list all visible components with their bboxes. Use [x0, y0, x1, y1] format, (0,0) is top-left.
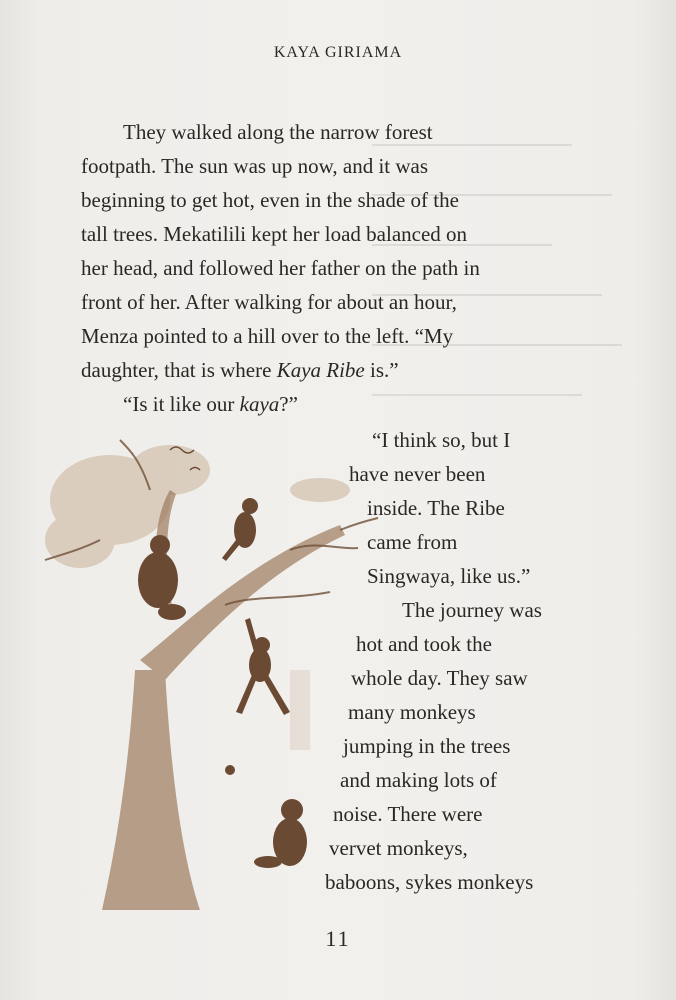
text-segment: is.”: [364, 358, 399, 382]
monkeys-in-tree-illustration: [40, 430, 380, 920]
wrapped-text-line: many monkeys: [348, 700, 476, 724]
wrapped-text-line: Singwaya, like us.”: [367, 564, 531, 588]
wrapped-text-line: and making lots of: [340, 768, 497, 792]
running-header: KAYA GIRIAMA: [273, 44, 403, 61]
italic-place-name: Kaya Ribe: [276, 358, 365, 382]
wrapped-text-line: “I think so, but I: [372, 428, 511, 452]
italic-word: kaya: [239, 392, 280, 416]
wrapped-text-line: The journey was: [402, 598, 542, 622]
wrapped-text-line: jumping in the trees: [343, 734, 511, 758]
paragraph-2: [81, 387, 581, 421]
wrapped-text-line: noise. There were: [333, 802, 483, 826]
page-number: 11: [325, 926, 351, 951]
wrapped-text-line: inside. The Ribe: [367, 496, 505, 520]
text-line: beginning to get hot, even in the shade of the: [81, 188, 459, 212]
text-line: footpath. The sun was up now, and it was: [81, 154, 429, 178]
text-line: front of her. After walking for about an hour,: [81, 290, 457, 314]
text-segment: daughter, that is where: [81, 358, 277, 382]
text-line: Menza pointed to a hill over to the left. “My: [81, 324, 454, 348]
text-line: They walked along the narrow forest: [123, 120, 433, 144]
wrapped-text-line: vervet monkeys,: [329, 836, 468, 860]
text-segment: ?”: [279, 392, 298, 416]
text-segment: “Is it like our: [123, 392, 240, 416]
wrapped-text-line: hot and took the: [356, 632, 492, 656]
paragraph-1: [81, 115, 581, 387]
text-line: [81, 387, 581, 421]
wrapped-text-line: baboons, sykes monkeys: [325, 870, 534, 894]
text-line: her head, and followed her father on the path in: [81, 256, 480, 280]
wrapped-text-line: have never been: [349, 462, 486, 486]
text-line: tall trees. Mekatilili kept her load balanced on: [81, 222, 468, 246]
wrapped-text-line: came from: [367, 530, 458, 554]
wrapped-text-line: whole day. They saw: [351, 666, 528, 690]
text-line: [81, 353, 581, 387]
